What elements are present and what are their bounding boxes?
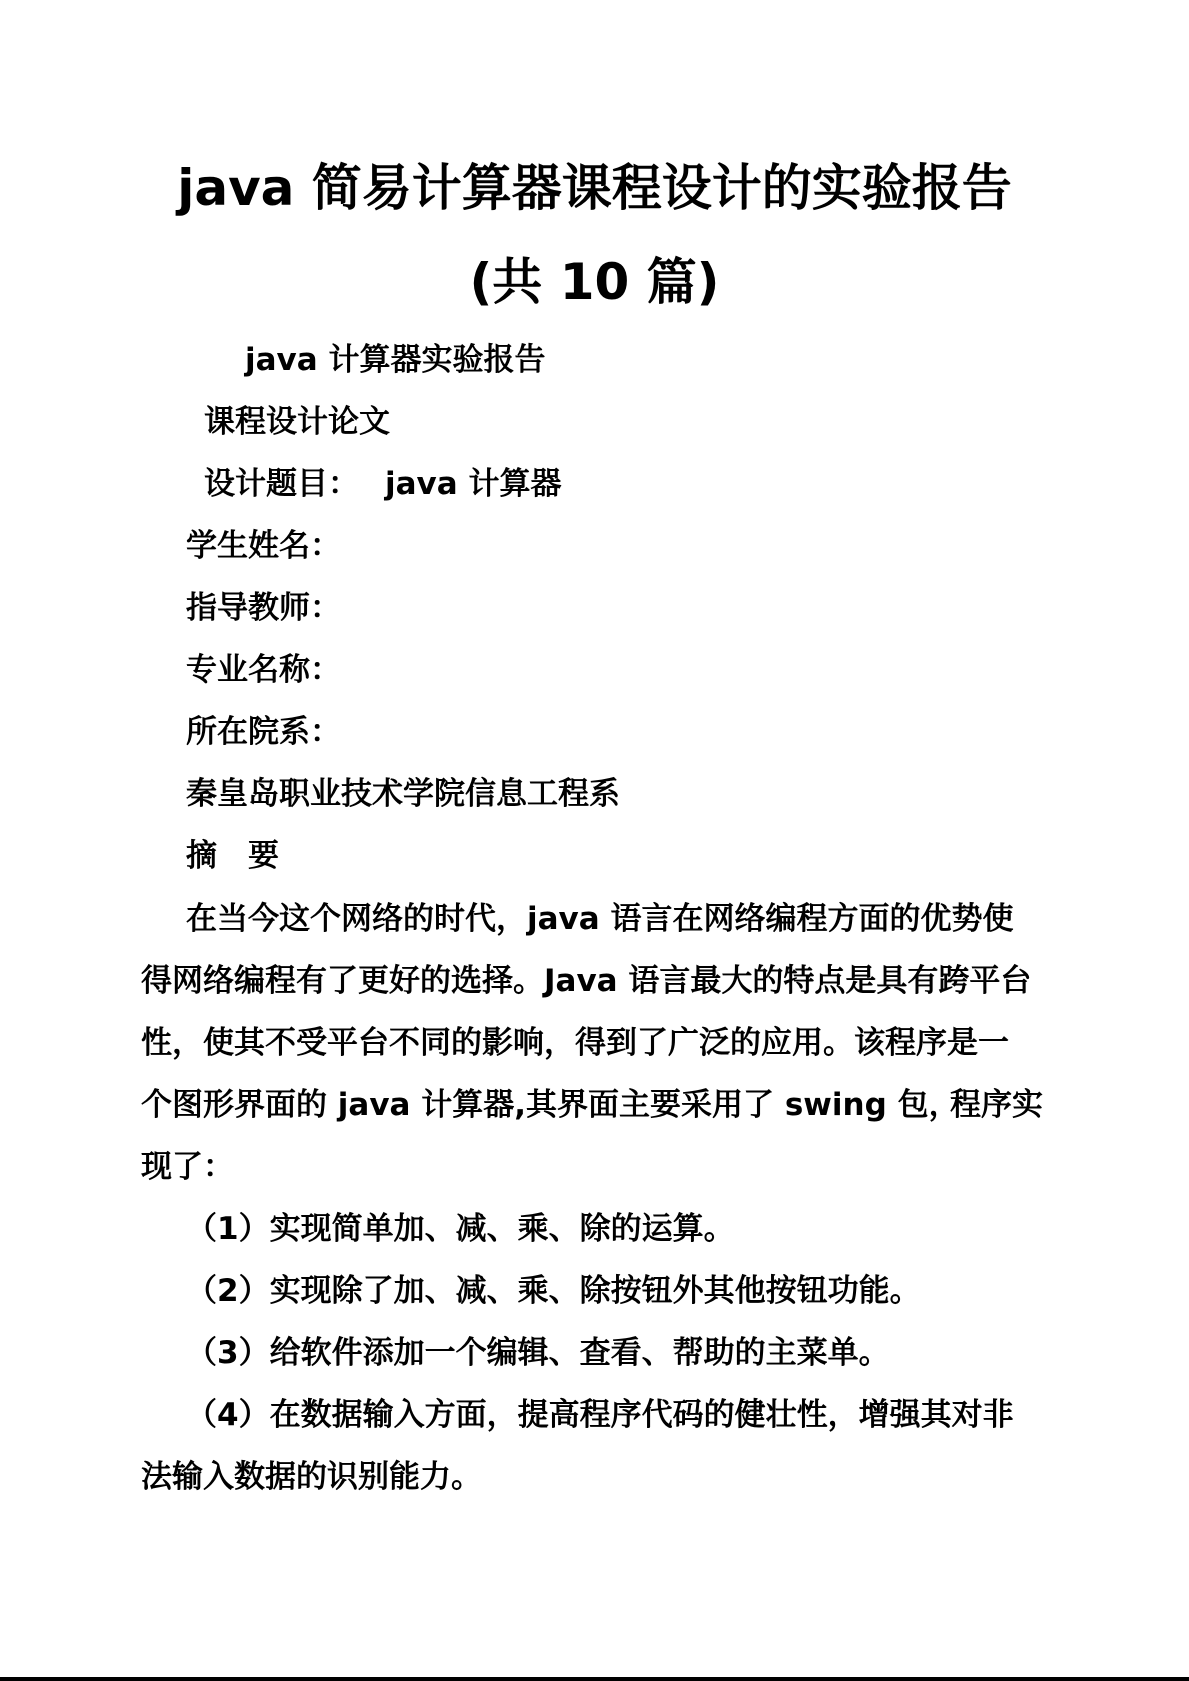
- department-label: 所在院系：: [186, 714, 341, 750]
- feature-item-2: （2）实现除了加、减、乘、除按钮外其他按钮功能。: [186, 1273, 921, 1309]
- abstract-heading: [186, 836, 279, 876]
- abstract-line: 个图形界面的 java 计算器,其界面主要采用了 swing 包，: [141, 1087, 960, 1123]
- advisor-label: 指导教师：: [186, 590, 341, 626]
- design-topic-row: [204, 464, 561, 504]
- document-title-count: (共 10 篇): [469, 253, 720, 311]
- abstract-line: 性，使其不受平台不同的影响，得到了广泛的应用。该程序是一: [141, 1025, 1009, 1061]
- feature-item-3: （3）给软件添加一个编辑、查看、帮助的主菜单。: [186, 1335, 890, 1371]
- design-topic-label: 设计题目：: [204, 466, 359, 502]
- abstract-last-line: 法输入数据的识别能力。: [141, 1459, 482, 1495]
- feature-item-4: （4）在数据输入方面，提高程序代码的健壮性，增强其对非: [186, 1397, 1014, 1433]
- abstract-heading-char-2: 要: [248, 838, 279, 874]
- major-label: 专业名称：: [186, 652, 341, 688]
- student-name-label: 学生姓名：: [186, 528, 341, 564]
- paper-type: 课程设计论文: [204, 404, 390, 440]
- document-title: java 简易计算器课程设计的实验报告: [177, 159, 1012, 217]
- abstract-line: 在当今这个网络的时代，java 语言在网络编程方面的优势使: [186, 901, 1014, 937]
- abstract-line-tail: 程序实: [950, 1087, 1043, 1123]
- design-topic-value: java 计算器: [385, 466, 562, 502]
- department-value: 秦皇岛职业技术学院信息工程系: [186, 776, 620, 812]
- page-bottom-border: [0, 1677, 1189, 1681]
- abstract-line: 得网络编程有了更好的选择。Java 语言最大的特点是具有跨平台: [141, 963, 1032, 999]
- abstract-line: 现了：: [141, 1149, 234, 1185]
- report-subtitle: java 计算器实验报告: [245, 342, 546, 378]
- feature-item-1: （1）实现简单加、减、乘、除的运算。: [186, 1211, 735, 1247]
- abstract-heading-char-1: 摘: [186, 838, 217, 874]
